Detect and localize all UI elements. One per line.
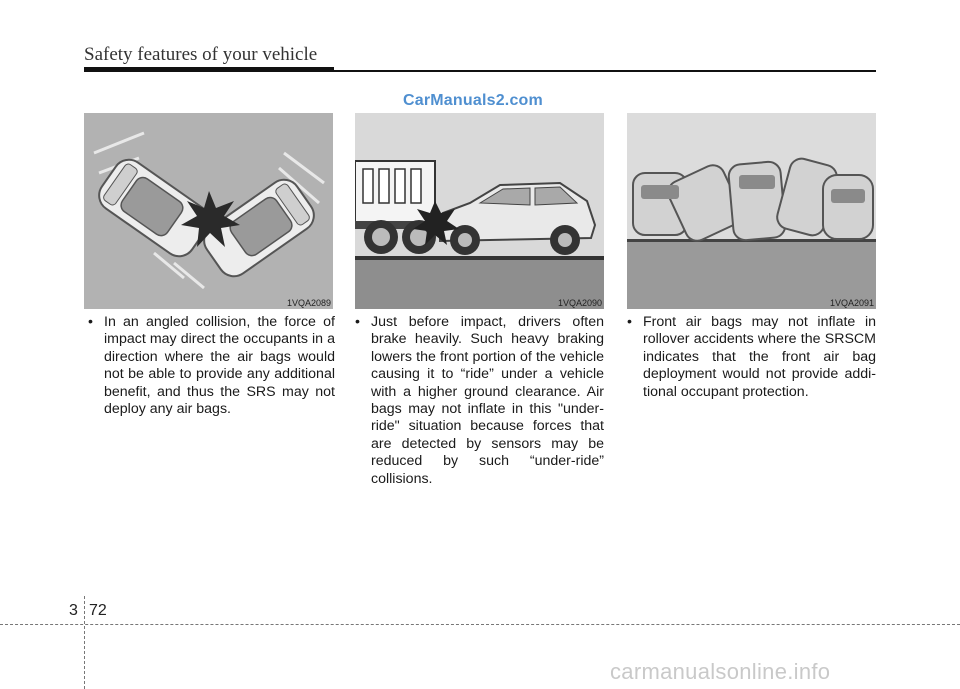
watermark-bottom[interactable]: carmanualsonline.info: [610, 659, 831, 684]
figure-code: 1VQA2090: [557, 298, 602, 308]
caption-rollover: [627, 314, 876, 401]
bullet: •: [88, 314, 93, 330]
header-rule-thin: [334, 70, 876, 72]
caption-text: Front air bags may not inflate in rollover accidents where the SRSCM indicates that the front air bag deployment would not provide additional occupant protection.: [643, 314, 876, 400]
figure-under-ride: [355, 113, 604, 309]
caption-text: In an angled collision, the force of impact may direct the occupants in a direction where the air bags would not be able to provide any additional benefit, and thus the SRS may not deploy any air bags.: [104, 314, 335, 418]
figure-rollover: [627, 113, 876, 309]
page-header-title: Safety features of your vehicle: [84, 44, 318, 65]
footer-vertical-divider: [84, 596, 85, 689]
caption-under-ride: [355, 314, 604, 488]
under-ride-collision-illustration: [355, 113, 604, 309]
bullet: •: [355, 314, 360, 330]
watermark-top[interactable]: CarManuals2.com: [403, 92, 543, 109]
caption-angled-collision: [88, 314, 335, 418]
figure-angled-collision: [84, 113, 333, 309]
footer-divider: [0, 624, 960, 625]
header-rule-thick: [84, 67, 334, 72]
bullet: •: [627, 314, 632, 330]
caption-text: Just before impact, drivers often brake heavily. Such heavy braking lowers the front portion of the vehicle causing it to “ride” under a vehicle with a higher ground clearance. Air bags may not inflate in this "under-ride" situation because forces that are detected by sensors may be reduced by such “under-ride” collisions.: [371, 314, 604, 487]
angled-collision-illustration: [84, 113, 333, 309]
page-number: 72: [89, 602, 107, 619]
figure-code: 1VQA2091: [829, 298, 874, 308]
rollover-accident-illustration: [627, 113, 876, 309]
chapter-number: 3: [69, 602, 78, 619]
figure-code: 1VQA2089: [286, 298, 331, 308]
